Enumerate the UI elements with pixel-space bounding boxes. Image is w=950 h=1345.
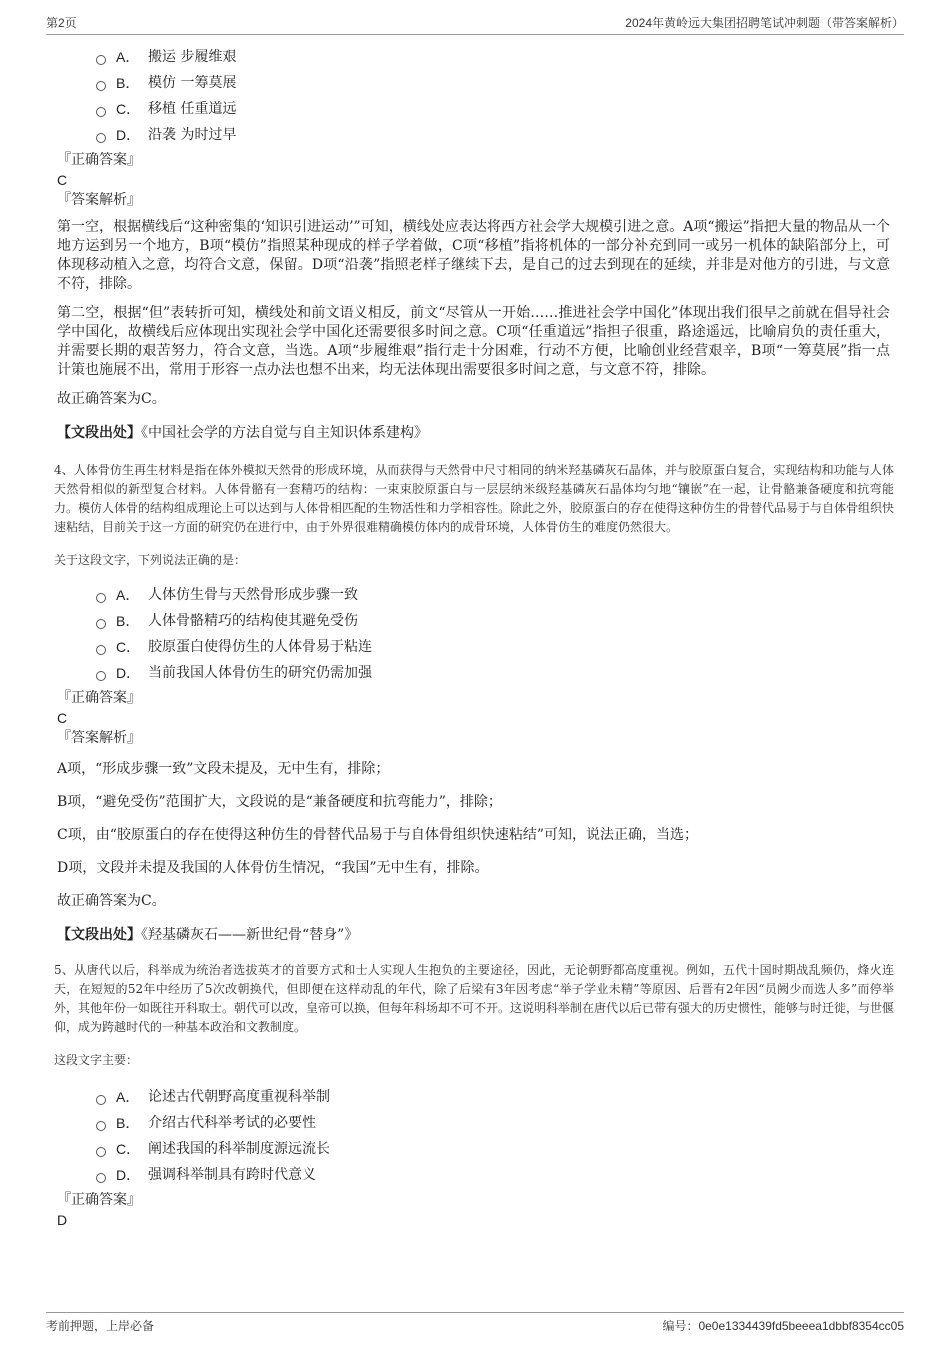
q3-option-b[interactable] <box>96 70 950 96</box>
q5-ask: 这段文字主要： <box>54 1053 139 1067</box>
radio-icon[interactable] <box>96 593 106 603</box>
analysis-label: 『答案解析』 <box>57 192 141 208</box>
page-header <box>46 12 904 35</box>
q3-analysis-p3: 故正确答案为C。 <box>57 391 166 407</box>
option-text: 胶原蛋白使得仿生的人体骨易于粘连 <box>148 639 372 655</box>
q5-options <box>96 1084 950 1188</box>
q4-analysis-b: B项，“避免受伤”范围扩大，文段说的是“兼备硬度和抗弯能力”，排除； <box>57 794 502 810</box>
option-text: 模仿 一筹莫展 <box>148 75 237 91</box>
radio-icon[interactable] <box>96 133 106 143</box>
q5-option-d[interactable] <box>96 1162 950 1188</box>
q4-analysis-conclusion: 故正确答案为C。 <box>57 893 166 909</box>
option-letter: D． <box>116 665 141 681</box>
option-letter: A． <box>116 1089 140 1105</box>
option-text: 移植 任重道远 <box>148 101 237 117</box>
q3-source <box>57 423 950 443</box>
source-title: 《羟基磷灰石——新世纪骨“替身”》 <box>141 927 359 943</box>
analysis-label: 『答案解析』 <box>57 730 141 746</box>
option-text: 搬运 步履维艰 <box>148 49 237 65</box>
document-title: 2024年黄岭远大集团招聘笔试冲刺题（带答案解析） <box>625 16 904 30</box>
q4-analysis-a: A项，“形成步骤一致”文段未提及，无中生有，排除； <box>57 761 390 777</box>
source-label: 【文段出处】 <box>57 927 141 943</box>
document-code: 编号：0e0e1334439fd5beeea1dbbf8354cc05 <box>662 1319 904 1333</box>
option-letter: B． <box>116 1115 140 1131</box>
source-label: 【文段出处】 <box>57 425 141 441</box>
option-letter: B． <box>116 75 140 91</box>
q5-answer: D <box>57 1212 68 1228</box>
radio-icon[interactable] <box>96 107 106 117</box>
option-letter: C． <box>116 1141 141 1157</box>
option-text: 论述古代朝野高度重视科举制 <box>148 1089 330 1105</box>
option-text: 人体骨骼精巧的结构使其避免受伤 <box>148 613 358 629</box>
q4-analysis-c: C项，由“胶原蛋白的存在使得这种仿生的骨替代品易于与自体骨组织快速粘结”可知，说法正确，当选； <box>57 827 699 843</box>
option-text: 强调科举制具有跨时代意义 <box>148 1167 316 1183</box>
q3-option-a[interactable] <box>96 44 950 70</box>
option-letter: D． <box>116 1167 141 1183</box>
page-content <box>0 44 950 1230</box>
radio-icon[interactable] <box>96 1173 106 1183</box>
option-letter: C． <box>116 101 141 117</box>
radio-icon[interactable] <box>96 1095 106 1105</box>
option-text: 阐述我国的科举制度源远流长 <box>148 1141 330 1157</box>
q5-option-b[interactable] <box>96 1110 950 1136</box>
q4-option-c[interactable] <box>96 634 950 660</box>
q3-option-c[interactable] <box>96 96 950 122</box>
option-letter: C． <box>116 639 141 655</box>
q4-source <box>57 925 950 945</box>
q4-options <box>96 582 950 686</box>
option-letter: A． <box>116 49 140 65</box>
page-number: 第2页 <box>46 16 77 30</box>
option-text: 介绍古代科举考试的必要性 <box>148 1115 316 1131</box>
option-text: 当前我国人体骨仿生的研究仍需加强 <box>148 665 372 681</box>
page-footer <box>46 1312 904 1337</box>
q4-analysis-d: D项，文段并未提及我国的人体骨仿生情况，“我国”无中生有，排除。 <box>57 860 489 876</box>
radio-icon[interactable] <box>96 55 106 65</box>
option-letter: A． <box>116 587 140 603</box>
q3-options <box>96 44 950 148</box>
option-letter: D． <box>116 127 141 143</box>
radio-icon[interactable] <box>96 81 106 91</box>
q3-option-d[interactable] <box>96 122 950 148</box>
radio-icon[interactable] <box>96 645 106 655</box>
q4-option-d[interactable] <box>96 660 950 686</box>
q4-answer: C <box>57 710 68 726</box>
radio-icon[interactable] <box>96 1121 106 1131</box>
radio-icon[interactable] <box>96 671 106 681</box>
answer-label: 『正确答案』 <box>57 690 141 706</box>
q3-analysis-p2: 第二空，根据“但”表转折可知，横线处和前文语义相反，前文“尽管从一开始……推进社会学中国化”体现出我们很早之前就在倡导社会学中国化，故横线后应体现出实现社会学中国化还需要很多时间之意。C项“任重道远”指担子很重，路途遥远，比喻肩负的责任重大，并需要长期的艰苦努力，符合文意，当选。A项“步履维艰”指行走十分困难，行动不方便，比喻创业经营艰辛，B项“一筹莫展”指一点计策也施展不出，常用于形容一点办法也想不出来，均无法体现出需要很多时间之意，与文意不符，排除。 <box>57 305 890 378</box>
radio-icon[interactable] <box>96 1147 106 1157</box>
option-letter: B． <box>116 613 140 629</box>
option-text: 人体仿生骨与天然骨形成步骤一致 <box>148 587 358 603</box>
q5-option-a[interactable] <box>96 1084 950 1110</box>
q5-stem: 5、从唐代以后，科举成为统治者选拔英才的首要方式和士人实现人生抱负的主要途径，因此，无论朝野都高度重视。例如，五代十国时期战乱频仍，烽火连天，在短短的52年中经历了5次改朝换代，但即便在这样动乱的年代，除了后梁有3年因考虑“举子学业未精”等原因、后晋有2年因“员阙少而选人多”而停举外，其他年份一如既往开科取士。朝代可以改，皇帝可以换，但每年科场却不可不开。这说明科举制在唐代以后已带有强大的历史惯性，能够与时迁徙，与世偃仰，成为跨越时代的一种基本政治和文教制度。 <box>54 963 895 1034</box>
q4-ask: 关于这段文字，下列说法正确的是： <box>54 553 247 567</box>
q4-option-a[interactable] <box>96 582 950 608</box>
footer-slogan: 考前押题，上岸必备 <box>46 1319 155 1333</box>
q3-analysis-p1: 第一空，根据横线后“这种密集的‘知识引进运动’”可知，横线处应表达将西方社会学大规模引进之意。A项“搬运”指把大量的物品从一个地方运到另一个地方，B项“模仿”指照某种现成的样子学着做，C项“移植”指将机体的一部分补充到同一或另一机体的缺陷部分上，可体现移动植入之意，均符合文意，保留。D项“沿袭”指照老样子继续下去，是自己的过去到现在的延续，并非是对他方的引进，与文意不符，排除。 <box>57 219 890 292</box>
q3-answer: C <box>57 172 68 188</box>
radio-icon[interactable] <box>96 619 106 629</box>
answer-label: 『正确答案』 <box>57 152 141 168</box>
answer-label: 『正确答案』 <box>57 1192 141 1208</box>
q5-option-c[interactable] <box>96 1136 950 1162</box>
source-title: 《中国社会学的方法自觉与自主知识体系建构》 <box>141 425 428 441</box>
q4-option-b[interactable] <box>96 608 950 634</box>
q4-stem: 4、人体骨仿生再生材料是指在体外模拟天然骨的形成环境，从而获得与天然骨中尺寸相同的纳米羟基磷灰石晶体，并与胶原蛋白复合，实现结构和功能与人体天然骨相似的新型复合材料。人体骨骼有一套精巧的结构：一束束胶原蛋白与一层层纳米级羟基磷灰石晶体均匀地“镶嵌”在一起，让骨骼兼备硬度和抗弯能力。模仿人体骨的结构组成理论上可以达到与人体骨相匹配的生物活性和力学相容性。除此之外，胶原蛋白的存在使得这种仿生的骨替代品易于与自体骨组织快速粘结，目前关于这一方面的研究仍在进行中，由于外界很难精确模仿体内的成骨环境，人体骨仿生的难度仍然很大。 <box>54 463 895 534</box>
option-text: 沿袭 为时过早 <box>148 127 237 143</box>
